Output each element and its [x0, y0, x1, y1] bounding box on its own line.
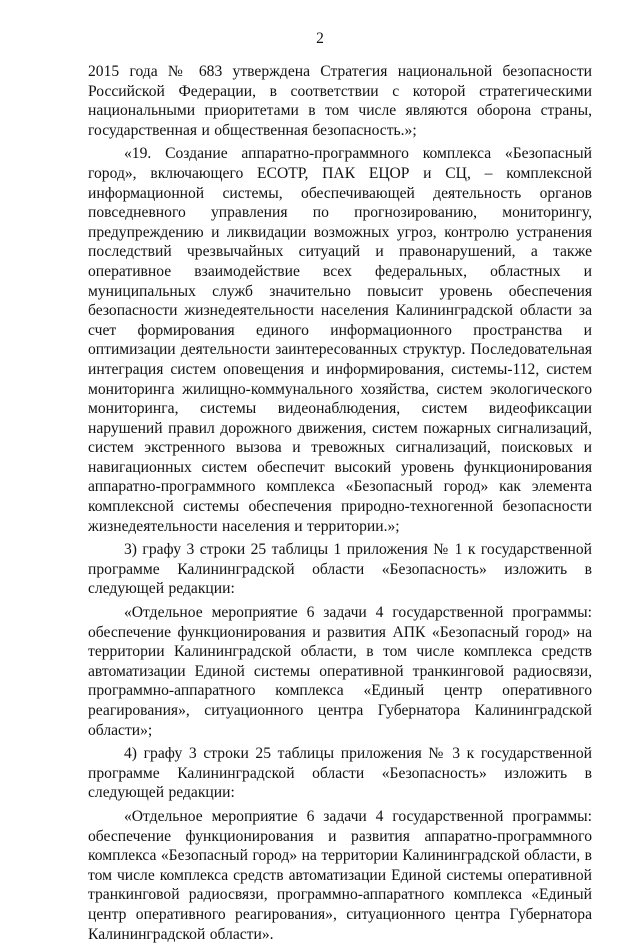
document-body	[88, 62, 592, 948]
paragraph-strategy: 2015 года № 683 утверждена Стратегия национальной безопасности Российской Федерации, в соответствии с которой стратегическими национальными приоритетами в том числе являются оборона страны, государственная и общественная безопасность.»;	[88, 63, 592, 139]
paragraph-amendment-4: 4) графу 3 строки 25 таблицы приложения № 3 к государственной программе Калининградской области «Безопасность» изложить в следующей редакции:	[88, 745, 592, 802]
paragraph-amendment-3-text: «Отдельное мероприятие 6 задачи 4 государственной программы: обеспечение функционирования и развития АПК «Безопасный город» на территории Калининградской области, в том числе комплекса средств автоматизации Единой системы оперативной транкинговой радиосвязи, программно-аппаратного комплекса «Единый центр оперативного реагирования», ситуационного центра Губернатора Калининградской области»;	[88, 604, 592, 739]
paragraph-item-19: «19. Создание аппаратно-программного комплекса «Безопасный город», включающего ЕСОТР, ПАК ЕЦОР и СЦ, – комплексной информационной системы, обеспечивающей деятельность органов повседневного управления по прогнозированию, мониторингу, предупреждению и ликвидации возможных угроз, контролю устранения последствий чрезвычайных ситуаций и правонарушений, а также оперативное взаимодействие всех федеральных, областных и муниципальных служб значительно повысит уровень обеспечения безопасности жизнедеятельности населения Калининградской области за счет формирования единого информационного пространства и оптимизации деятельности заинтересованных структур. Последовательная интеграция систем оповещения и информирования, системы-112, систем мониторинга жилищно-коммунального хозяйства, систем экологического мониторинга, системы видеонаблюдения, систем видеофиксации нарушений правил дорожного движения, систем пожарных сигнализаций, систем экстренного вызова и тревожных сигнализаций, поисковых и навигационных систем обеспечит высокий уровень функционирования аппаратно-программного комплекса «Безопасный город» как элемента комплексной системы обеспечения природно-техногенной безопасности жизнедеятельности населения и территории.»;	[88, 145, 592, 535]
paragraph-amendment-3: 3) графу 3 строки 25 таблицы 1 приложения № 1 к государственной программе Калининградской области «Безопасность» изложить в следующей редакции:	[88, 541, 592, 598]
page-number: 2	[316, 30, 324, 47]
paragraph-amendment-4-text: «Отдельное мероприятие 6 задачи 4 государственной программы: обеспечение функционирования и развития аппаратно-программного комплекса «Безопасный город» на территории Калининградской области, в том числе комплекса средств автоматизации Единой системы оперативной транкинговой радиосвязи, программно-аппаратного комплекса «Единый центр оперативного реагирования», ситуационного центра Губернатора Калининградской области».	[88, 807, 592, 943]
